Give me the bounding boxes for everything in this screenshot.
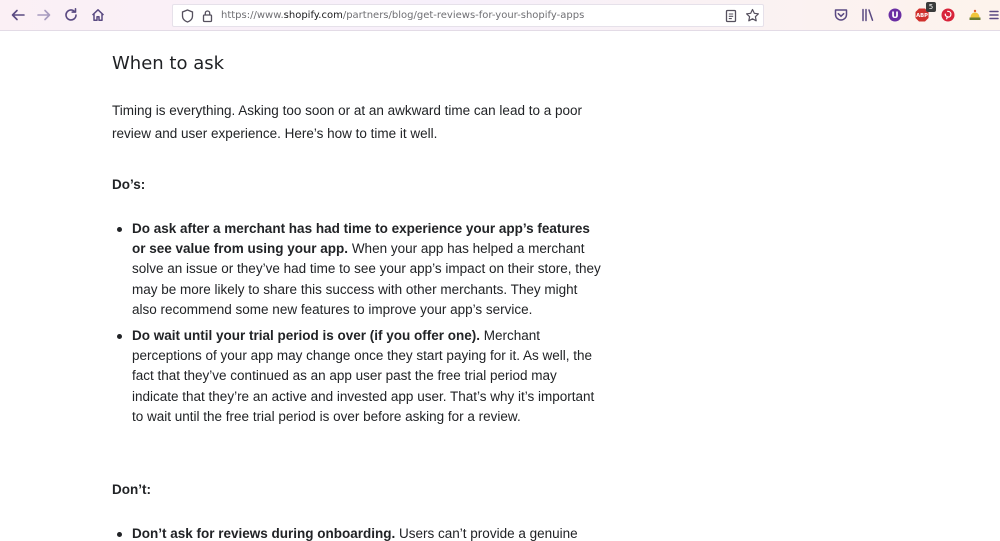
list-item-text: When your app has helped a merchant solve an issue or they’ve had time to see your app’s impact on their store, they may be more likely to share this success with other merchants. They might also recommend some new features to improve your app’s service. bbox=[132, 241, 601, 317]
section-heading: When to ask bbox=[112, 53, 225, 74]
reload-icon[interactable] bbox=[61, 5, 81, 25]
list-item-text: Users can’t provide a genuine bbox=[395, 526, 578, 541]
extension-badge: 5 bbox=[926, 2, 936, 12]
bookmark-star-icon[interactable] bbox=[745, 8, 760, 28]
list-item-text: Merchant perceptions of your app may change once they start paying for it. As well, the fact that they’ve continued as an app user past the free trial period may indicate that they’re an active and invested app user. That’s why it’s important to wait until the free trial period is over before asking for a review. bbox=[132, 328, 595, 424]
shield-icon[interactable] bbox=[181, 9, 194, 28]
extension-icon[interactable] bbox=[965, 5, 985, 25]
reader-view-icon[interactable] bbox=[725, 9, 737, 28]
dos-heading: Do’s: bbox=[112, 177, 146, 192]
list-item-bold: Do wait until your trial period is over (if you offer one). bbox=[132, 328, 481, 344]
pinterest-icon[interactable] bbox=[938, 5, 958, 25]
menu-icon[interactable] bbox=[988, 5, 1000, 25]
url-prefix: https://www. bbox=[221, 10, 284, 21]
list-item bbox=[112, 524, 602, 541]
library-icon[interactable] bbox=[858, 5, 878, 25]
list-item bbox=[112, 219, 602, 320]
abp-icon[interactable] bbox=[912, 5, 932, 25]
intro-paragraph: Timing is everything. Asking too soon or at an awkward time can lead to a poor review and user experience. Here’s how to time it well. bbox=[112, 103, 582, 141]
url-domain: shopify.com bbox=[283, 10, 343, 21]
back-icon[interactable] bbox=[8, 5, 28, 25]
list-item-bold: Do ask after a merchant has had time to experience your app’s features or see value from using your app. bbox=[132, 221, 590, 257]
url-text[interactable] bbox=[221, 10, 584, 21]
url-path: /partners/blog/get-reviews-for-your-shopify-apps bbox=[342, 10, 585, 21]
url-bar[interactable] bbox=[172, 4, 764, 27]
pocket-icon[interactable] bbox=[831, 5, 851, 25]
lock-icon[interactable] bbox=[202, 9, 213, 28]
donts-list bbox=[112, 524, 602, 541]
home-icon[interactable] bbox=[88, 5, 108, 25]
browser-toolbar bbox=[0, 0, 1000, 31]
svg-text:ABP: ABP bbox=[916, 13, 928, 20]
list-item-bold: Don’t ask for reviews during onboarding. bbox=[132, 526, 396, 541]
ublock-icon[interactable] bbox=[885, 5, 905, 25]
forward-icon[interactable] bbox=[34, 5, 54, 25]
list-item bbox=[112, 326, 602, 427]
donts-heading: Don’t: bbox=[112, 482, 151, 497]
svg-text:U: U bbox=[891, 11, 899, 21]
dos-list bbox=[112, 219, 602, 433]
